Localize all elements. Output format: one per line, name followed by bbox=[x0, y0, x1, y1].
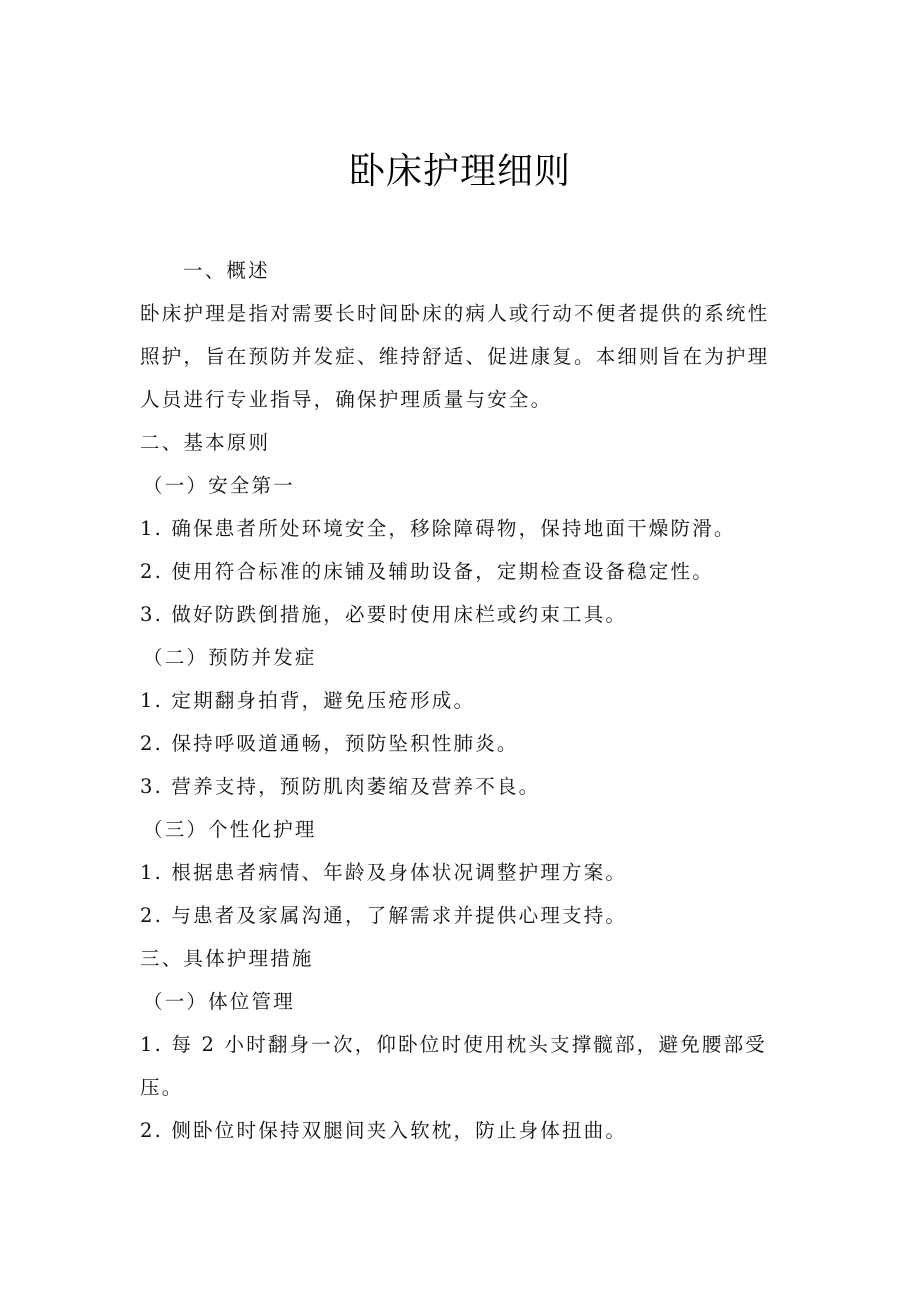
subsection-heading-complications: （二）预防并发症 bbox=[143, 646, 317, 669]
list-item: 3. 做好防跌倒措施，必要时使用床栏或约束工具。 bbox=[140, 603, 628, 626]
paragraph-line: 人员进行专业指导，确保护理质量与安全。 bbox=[140, 388, 553, 411]
list-item: 1. 定期翻身拍背，避免压疮形成。 bbox=[140, 689, 476, 712]
list-item-continuation: 压。 bbox=[140, 1076, 184, 1099]
list-item: 3. 营养支持，预防肌肉萎缩及营养不良。 bbox=[140, 775, 541, 798]
subsection-heading-positioning: （一）体位管理 bbox=[143, 990, 295, 1013]
list-item: 1. 每 2 小时翻身一次，仰卧位时使用枕头支撑髋部，避免腰部受 bbox=[140, 1033, 768, 1056]
subsection-heading-personalized: （三）个性化护理 bbox=[143, 818, 317, 841]
list-item: 2. 侧卧位时保持双腿间夹入软枕，防止身体扭曲。 bbox=[140, 1119, 628, 1142]
section-heading-measures: 三、具体护理措施 bbox=[140, 947, 314, 970]
section-heading-overview: 一、概述 bbox=[183, 259, 270, 282]
list-item: 2. 与患者及家属沟通，了解需求并提供心理支持。 bbox=[140, 904, 628, 927]
section-heading-principles: 二、基本原则 bbox=[140, 431, 271, 454]
paragraph-line: 照护，旨在预防并发症、维持舒适、促进康复。本细则旨在为护理 bbox=[140, 345, 770, 368]
list-item: 2. 保持呼吸道通畅，预防坠积性肺炎。 bbox=[140, 732, 519, 755]
list-item: 1. 根据患者病情、年龄及身体状况调整护理方案。 bbox=[140, 861, 628, 884]
list-item: 1. 确保患者所处环境安全，移除障碍物，保持地面干燥防滑。 bbox=[140, 517, 736, 540]
document-title: 卧床护理细则 bbox=[348, 151, 571, 192]
subsection-heading-safety: （一）安全第一 bbox=[143, 474, 295, 497]
list-item: 2. 使用符合标准的床铺及辅助设备，定期检查设备稳定性。 bbox=[140, 560, 714, 583]
paragraph-line: 卧床护理是指对需要长时间卧床的病人或行动不便者提供的系统性 bbox=[140, 302, 770, 325]
